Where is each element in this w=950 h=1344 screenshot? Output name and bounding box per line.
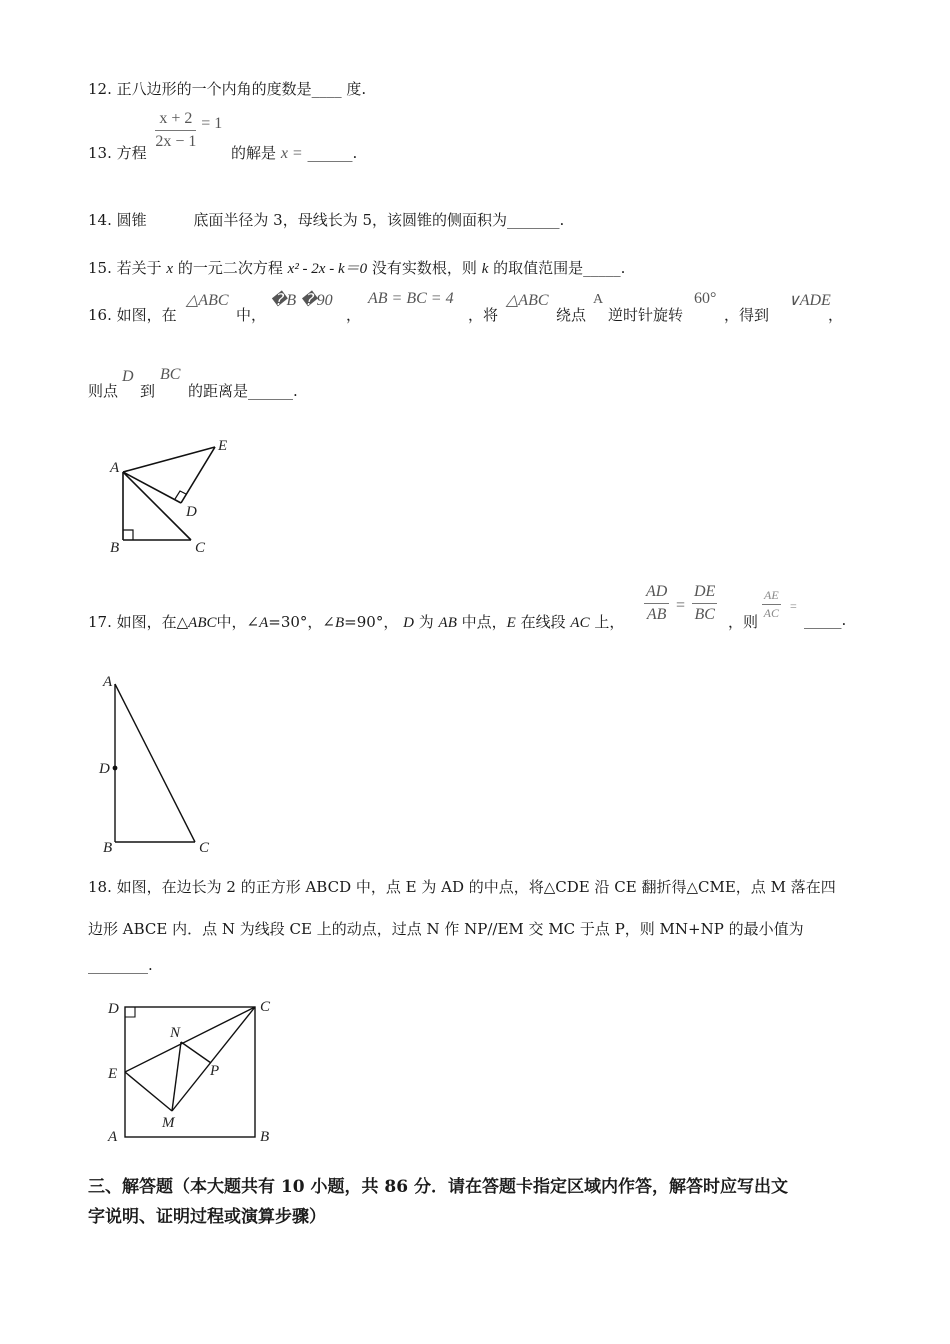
label-c: C <box>195 540 206 556</box>
right-angle-mark-d <box>125 1007 135 1017</box>
label-m: M <box>162 1115 175 1131</box>
question-15-text-c: 没有实数根，则 <box>371 259 477 277</box>
section-3-heading-line-1: 三、解答题（本大题共有 10 小题，共 86 分．请在答题卡指定区域内作答，解答时应写出文 <box>88 1177 788 1197</box>
question-15-text-b: 的一元二次方程 <box>177 259 283 277</box>
fraction-numerator: x + 2 <box>155 110 196 131</box>
text: 则点 <box>88 382 119 400</box>
point-d: D <box>403 615 414 631</box>
question-16-line-1 <box>88 290 888 330</box>
fraction-numerator: AE <box>762 589 781 605</box>
point-d: D <box>122 368 134 385</box>
segment-em <box>125 1072 172 1111</box>
segment-ac: AC <box>570 615 590 631</box>
question-15-text-d: 的取值范围是_____. <box>493 259 626 277</box>
fraction-denominator: 2x − 1 <box>155 132 197 150</box>
text: 绕点 <box>556 306 587 324</box>
label-b: B <box>103 840 113 856</box>
question-17-text <box>88 611 624 632</box>
variable-x: x = <box>280 145 303 163</box>
question-15 <box>88 257 625 278</box>
label-c: C <box>199 840 210 856</box>
question-16-line-2 <box>88 366 488 406</box>
label-e: E <box>218 438 228 454</box>
text: 逆时针旋转 <box>608 306 684 324</box>
question-14-text-a: 14. 圆锥 <box>88 211 147 229</box>
variable-x: x <box>166 261 174 277</box>
equals-sign: = <box>676 597 686 614</box>
question-14-text-b: 底面半径为 3，母线长为 5，该圆锥的侧面积为_______. <box>193 211 565 229</box>
text: ， <box>346 306 362 324</box>
question-18-figure <box>100 995 290 1150</box>
section-3-heading-line-2: 字说明、证明过程或演算步骤） <box>88 1207 326 1227</box>
label-e: E <box>108 1066 118 1082</box>
question-18-line-2: 边形 ABCE 内．点 N 为线段 CE 上的动点，过点 N 作 NP//EM 交 MC 于点 P，则 MN+NP 的最小值为 <box>88 920 804 938</box>
text: ， <box>828 306 844 324</box>
question-18-line-3: ________. <box>88 956 153 974</box>
angle-b: B <box>335 615 345 631</box>
equation-rhs: = 1 <box>201 115 223 133</box>
point-e: E <box>506 615 516 631</box>
text: 为 <box>418 613 434 631</box>
point-a: A <box>593 292 604 307</box>
text: ，得到 <box>724 306 770 324</box>
label-d: D <box>99 761 110 777</box>
fraction-denominator: BC <box>694 605 715 623</box>
question-15-text-a: 15. 若关于 <box>88 259 162 277</box>
equals-sign: = <box>790 599 797 613</box>
label-b: B <box>110 540 120 556</box>
side-equality: AB = BC = 4 <box>368 290 454 307</box>
segment-mc <box>172 1007 255 1111</box>
label-a: A <box>110 460 120 476</box>
text: 中，∠ <box>216 613 260 631</box>
segment-ab: AB <box>438 615 457 631</box>
text: 17. 如图，在△ <box>88 613 189 631</box>
label-a: A <box>108 1129 118 1145</box>
question-16-figure <box>100 430 250 560</box>
answer-blank: ______. <box>307 144 358 163</box>
question-13 <box>88 110 358 163</box>
square-abcd <box>125 1007 255 1137</box>
answer-blank: _____. <box>804 611 847 629</box>
question-14 <box>88 209 564 230</box>
label-b: B <box>260 1129 270 1145</box>
triangle-ade: ∨ADE <box>788 292 831 309</box>
right-angle-mark-b <box>123 530 133 540</box>
text: =90°， <box>344 613 399 631</box>
label-d: D <box>108 1001 119 1017</box>
rotation-angle: 60° <box>694 290 717 307</box>
triangle-abc: ABC <box>188 615 217 631</box>
fraction-de-bc <box>692 583 717 623</box>
label-c: C <box>260 999 271 1015</box>
question-17-figure <box>95 672 225 862</box>
question-16-intro: 16. 如图，在 <box>88 306 177 324</box>
segment-np <box>181 1042 211 1063</box>
equation-fraction <box>155 110 196 150</box>
label-p: P <box>210 1063 220 1079</box>
angle-b-90: �B �90 <box>270 292 333 309</box>
question-13-number: 13. 方程 <box>88 144 147 163</box>
segment-ce <box>125 1007 255 1072</box>
text: ，则 <box>728 613 759 631</box>
variable-k: k <box>481 261 489 277</box>
text: 在线段 <box>520 613 566 631</box>
segment-ad <box>123 472 181 503</box>
triangle-abc: △ABC <box>506 292 549 309</box>
label-n: N <box>170 1025 181 1041</box>
text: 上， <box>594 613 625 631</box>
quadratic-equation: x² - 2x - k＝0 <box>287 261 368 277</box>
label-a: A <box>103 674 113 690</box>
text: 中， <box>236 306 267 324</box>
label-d: D <box>186 504 197 520</box>
fraction-numerator: AD <box>644 583 669 604</box>
segment-ac <box>115 684 195 842</box>
segment-bc: BC <box>160 366 181 383</box>
fraction-ad-ab <box>644 583 669 623</box>
triangle-abc: △ABC <box>186 292 229 309</box>
question-13-solution-label: 的解是 <box>231 144 277 163</box>
fraction-ae-ac <box>762 589 781 620</box>
question-12-text: 12. 正八边形的一个内角的度数是____ 度. <box>88 80 367 98</box>
question-18 <box>88 880 836 895</box>
point-d-dot <box>113 766 118 771</box>
text: 的距离是______. <box>188 382 298 400</box>
text: =30°，∠ <box>268 613 335 631</box>
angle-a: A <box>259 615 269 631</box>
question-18-line-1: 18. 如图，在边长为 2 的正方形 ABCD 中，点 E 为 AD 的中点，将△CDE 沿 CE 翻折得△CME，点 M 落在四 <box>88 878 836 896</box>
text: ，将 <box>468 306 499 324</box>
question-17 <box>88 583 888 633</box>
fraction-numerator: DE <box>692 583 717 604</box>
text: 中点， <box>461 613 507 631</box>
text: 到 <box>140 382 156 400</box>
fraction-denominator: AB <box>646 605 667 623</box>
question-12 <box>88 78 366 99</box>
fraction-denominator: AC <box>763 606 779 621</box>
